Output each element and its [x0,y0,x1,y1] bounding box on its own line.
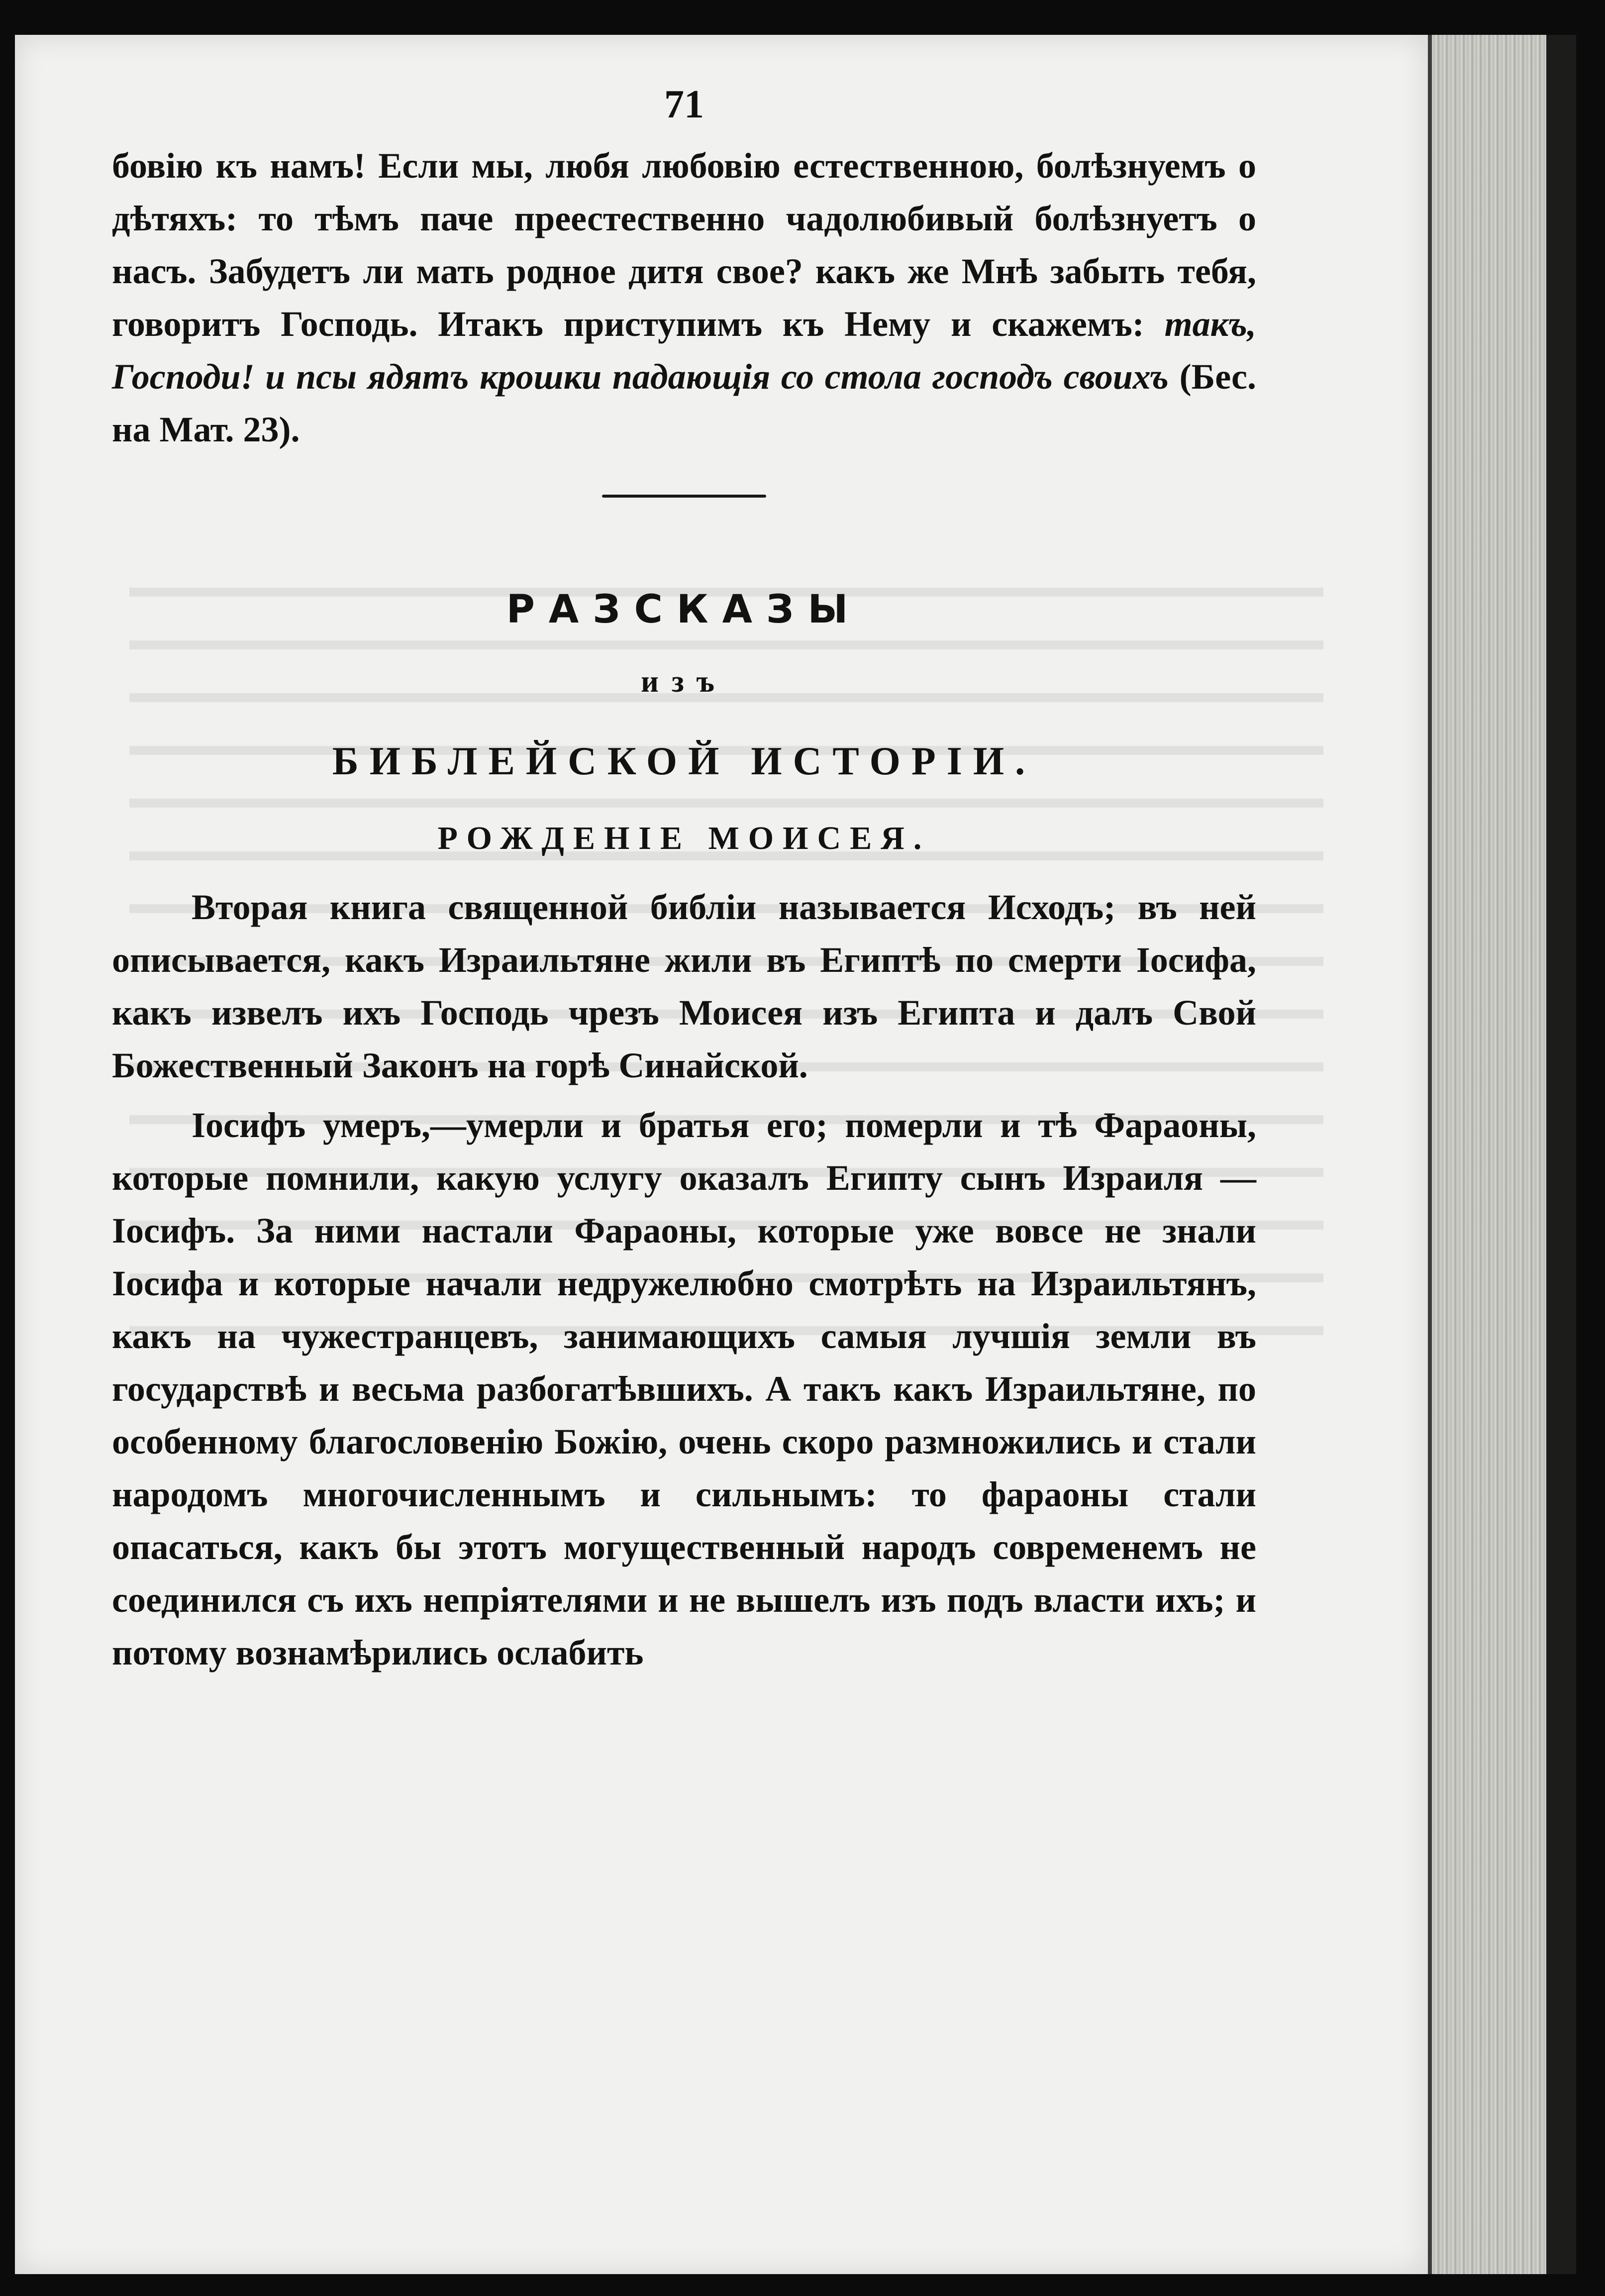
continuation-quote: такъ, Господи! и псы ядятъ крошки падающія со стола господъ своихъ [112,304,1256,397]
paragraph-1: Вторая книга священной библіи называется Исходъ; въ ней описывается, какъ Израильтяне жили въ Египтѣ по смерти Іосифа, какъ извелъ ихъ Господь чрезъ Моисея изъ Египта и далъ Свой Божественный Законъ на горѣ Синайской. [112,887,1256,1085]
continuation-text: бовію къ намъ! Если мы, любя любовію естественною, болѣзнуемъ о дѣтяхъ: то тѣмъ паче преестественно чадолюбивый болѣзнуетъ о насъ. Забудетъ ли мать родное дитя свое? какъ же Мнѣ забыть тебя, говоритъ Господь. Итакъ приступимъ къ Нему и скажемъ: [112,146,1256,344]
page-text [112,75,1256,1679]
book-page-edges [1428,35,1576,2274]
heading-from: изъ [641,665,727,699]
page-number: 71 [664,83,704,126]
paragraph-2: Іосифъ умеръ,—умерли и братья его; померли и тѣ Фараоны, которые помнили, какую услугу оказалъ Египту сынъ Израиля — Іосифъ. За ними настали Фараоны, которые уже вовсе не знали Іосифа и которые начали недружелюбно смотрѣть на Израильтянъ, какъ на чужестранцевъ, занимающихъ самыя лучшія земли въ государствѣ и весьма разбогатѣвшихъ. А такъ какъ Израильтяне, по особенному благословенію Божію, очень скоро размножились и стали народомъ многочисленнымъ и сильнымъ: то фараоны стали опасаться, какъ бы этотъ могущественный народъ современемъ не соединился съ ихъ непріятелями и не вышелъ изъ подъ власти ихъ; и потому вознамѣрились ослабить [112,1105,1256,1672]
continuation-paragraph [112,139,1256,456]
heading-main: РАЗСКАЗЫ [506,587,862,632]
heading-history: БИБЛЕЙСКОЙ ИСТОРІИ. [332,739,1036,783]
section-title: РОЖДЕНІЕ МОИСЕЯ. [437,820,931,856]
divider-rule [602,495,766,498]
continuation-reference: (Бес. на Мат. 23). [112,357,1256,449]
